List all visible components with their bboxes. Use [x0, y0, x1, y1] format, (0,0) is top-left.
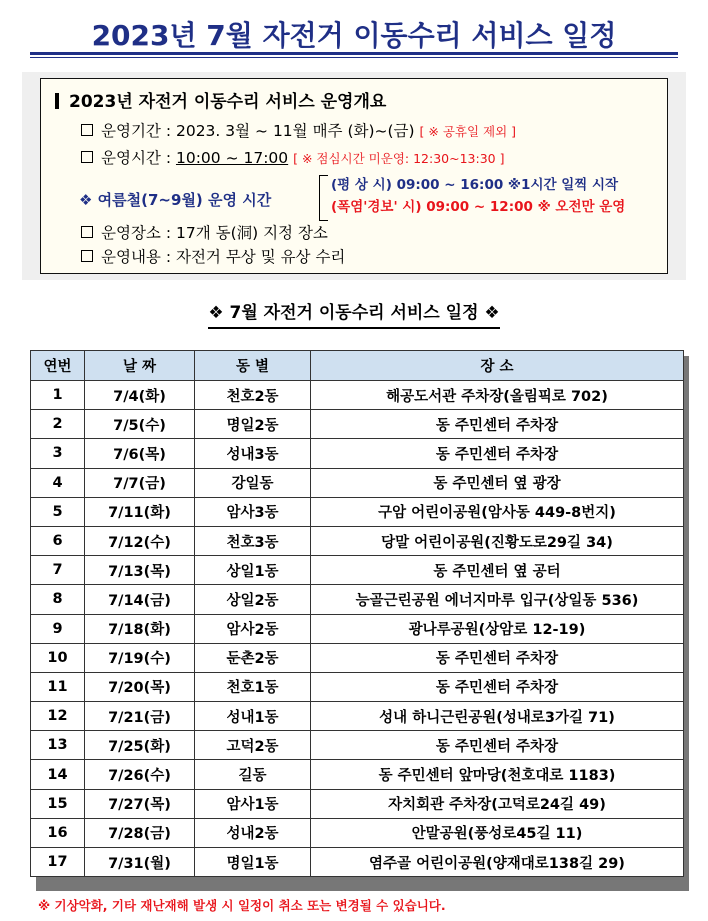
- cell-date: 7/12(수): [85, 526, 195, 555]
- hours-row: [81, 146, 504, 168]
- schedule-table-wrap: [30, 350, 686, 886]
- place-label: 운영장소 : 17개 동(洞) 지정 장소: [101, 224, 328, 242]
- cell-date: 7/19(수): [85, 643, 195, 672]
- cell-no: 17: [31, 848, 85, 877]
- cell-district: 상일1동: [195, 556, 311, 585]
- cell-district: 명일1동: [195, 848, 311, 877]
- cell-place: 동 주민센터 주차장: [311, 731, 684, 760]
- checkbox-icon: [81, 151, 93, 163]
- hours-label: 운영시간 :: [101, 149, 176, 167]
- cell-no: 5: [31, 497, 85, 526]
- cell-place: 구암 어린이공원(암사동 449-8번지): [311, 497, 684, 526]
- table-row: [31, 410, 684, 439]
- cell-place: 동 주민센터 옆 광장: [311, 468, 684, 497]
- cell-district: 성내1동: [195, 702, 311, 731]
- cell-no: 3: [31, 439, 85, 468]
- table-row: [31, 439, 684, 468]
- hours-value: 10:00 ~ 17:00: [175, 149, 289, 167]
- table-row: [31, 848, 684, 877]
- cell-place: 동 주민센터 옆 공터: [311, 556, 684, 585]
- cell-place: 동 주민센터 주차장: [311, 643, 684, 672]
- cell-district: 성내3동: [195, 439, 311, 468]
- cell-date: 7/28(금): [85, 818, 195, 847]
- summer-heat-label: (폭염'경보' 시): [331, 199, 422, 215]
- cell-place: 광나루공원(상암로 12-19): [311, 614, 684, 643]
- table-row: [31, 526, 684, 555]
- table-row: [31, 585, 684, 614]
- cell-district: 둔촌2동: [195, 643, 311, 672]
- cell-district: 성내2동: [195, 818, 311, 847]
- cell-no: 8: [31, 585, 85, 614]
- cell-district: 천호1동: [195, 672, 311, 701]
- cell-date: 7/5(수): [85, 410, 195, 439]
- title-underline: [30, 52, 678, 55]
- header-place: 장 소: [311, 351, 684, 381]
- cell-date: 7/18(화): [85, 614, 195, 643]
- period-row: [81, 119, 516, 141]
- cell-date: 7/26(수): [85, 760, 195, 789]
- cell-no: 12: [31, 702, 85, 731]
- diamond-icon: ❖: [208, 303, 224, 323]
- cell-district: 강일동: [195, 468, 311, 497]
- table-header-row: [31, 351, 684, 381]
- hours-note: [ ※ 점심시간 미운영: 12:30~13:30 ]: [293, 151, 505, 166]
- summer-normal-value: 09:00 ~ 16:00 ※1시간 일찍 시작: [396, 177, 619, 193]
- cell-place: 동 주민센터 주차장: [311, 439, 684, 468]
- table-row: [31, 556, 684, 585]
- cell-date: 7/20(목): [85, 672, 195, 701]
- schedule-title: ❖ 7월 자전거 이동수리 서비스 일정 ❖: [0, 298, 708, 323]
- summer-heat-value: 09:00 ~ 12:00 ※ 오전만 운영: [426, 199, 626, 215]
- summer-normal-label: (평 상 시): [331, 177, 392, 193]
- cell-place: 당말 어린이공원(진황도로29길 34): [311, 526, 684, 555]
- cell-no: 11: [31, 672, 85, 701]
- summer-label: ❖ 여름철(7~9월) 운영 시간: [79, 191, 272, 209]
- cell-date: 7/13(목): [85, 556, 195, 585]
- header-no: 연번: [31, 351, 85, 381]
- cell-place: 자치회관 주차장(고덕로24길 49): [311, 789, 684, 818]
- cell-date: 7/31(월): [85, 848, 195, 877]
- checkbox-icon: [81, 226, 93, 238]
- cell-district: 명일2동: [195, 410, 311, 439]
- table-row: [31, 789, 684, 818]
- table-row: [31, 614, 684, 643]
- title-underline-thin: [30, 57, 678, 58]
- cell-place: 염주골 어린이공원(양재대로138길 29): [311, 848, 684, 877]
- checkbox-icon: [81, 250, 93, 262]
- place-row: [81, 221, 328, 243]
- heading-bar-icon: [55, 93, 59, 109]
- cell-district: 길동: [195, 760, 311, 789]
- cell-place: 동 주민센터 주차장: [311, 672, 684, 701]
- cell-place: 성내 하니근린공원(성내로3가길 71): [311, 702, 684, 731]
- table-row: [31, 381, 684, 410]
- cell-no: 14: [31, 760, 85, 789]
- cell-place: 동 주민센터 앞마당(천호대로 1183): [311, 760, 684, 789]
- cell-date: 7/4(화): [85, 381, 195, 410]
- cell-no: 2: [31, 410, 85, 439]
- table-row: [31, 760, 684, 789]
- cell-date: 7/7(금): [85, 468, 195, 497]
- table-row: [31, 497, 684, 526]
- table-row: [31, 672, 684, 701]
- footnote: ※ 기상악화, 기타 재난재해 발생 시 일정이 취소 또는 변경될 수 있습니다.: [38, 898, 446, 913]
- cell-place: 동 주민센터 주차장: [311, 410, 684, 439]
- cell-place: 해공도서관 주차장(올림픽로 702): [311, 381, 684, 410]
- cell-no: 6: [31, 526, 85, 555]
- table-row: [31, 468, 684, 497]
- period-label: 운영기간 : 2023. 3월 ~ 11월 매주 (화)~(금): [101, 122, 415, 140]
- cell-district: 천호2동: [195, 381, 311, 410]
- table-row: [31, 702, 684, 731]
- header-district: 동 별: [195, 351, 311, 381]
- summer-heat-row: [331, 195, 625, 215]
- cell-no: 13: [31, 731, 85, 760]
- cell-district: 천호3동: [195, 526, 311, 555]
- cell-district: 암사1동: [195, 789, 311, 818]
- cell-date: 7/25(화): [85, 731, 195, 760]
- content-label: 운영내용 : 자전거 무상 및 유상 수리: [101, 248, 346, 266]
- cell-date: 7/14(금): [85, 585, 195, 614]
- cell-date: 7/21(금): [85, 702, 195, 731]
- cell-date: 7/11(화): [85, 497, 195, 526]
- cell-no: 4: [31, 468, 85, 497]
- table-row: [31, 643, 684, 672]
- summer-normal-row: [331, 173, 618, 193]
- page-title: 2023년 7월 자전거 이동수리 서비스 일정: [91, 19, 617, 52]
- cell-district: 고덕2동: [195, 731, 311, 760]
- cell-date: 7/27(목): [85, 789, 195, 818]
- cell-no: 16: [31, 818, 85, 847]
- cell-no: 10: [31, 643, 85, 672]
- cell-date: 7/6(목): [85, 439, 195, 468]
- cell-no: 15: [31, 789, 85, 818]
- header-date: 날 짜: [85, 351, 195, 381]
- content-row: [81, 245, 345, 267]
- checkbox-icon: [81, 124, 93, 136]
- overview-heading: 2023년 자전거 이동수리 서비스 운영개요: [55, 87, 386, 112]
- cell-no: 7: [31, 556, 85, 585]
- cell-no: 9: [31, 614, 85, 643]
- cell-district: 암사2동: [195, 614, 311, 643]
- table-row: [31, 731, 684, 760]
- cell-no: 1: [31, 381, 85, 410]
- cell-district: 상일2동: [195, 585, 311, 614]
- cell-place: 능골근린공원 에너지마루 입구(상일동 536): [311, 585, 684, 614]
- bracket-icon: [319, 175, 328, 221]
- cell-district: 암사3동: [195, 497, 311, 526]
- table-row: [31, 818, 684, 847]
- period-note: [ ※ 공휴일 제외 ]: [419, 124, 517, 139]
- schedule-table: [30, 350, 684, 877]
- overview-box: [40, 78, 668, 274]
- cell-place: 안말공원(풍성로45길 11): [311, 818, 684, 847]
- diamond-icon: ❖: [484, 303, 500, 323]
